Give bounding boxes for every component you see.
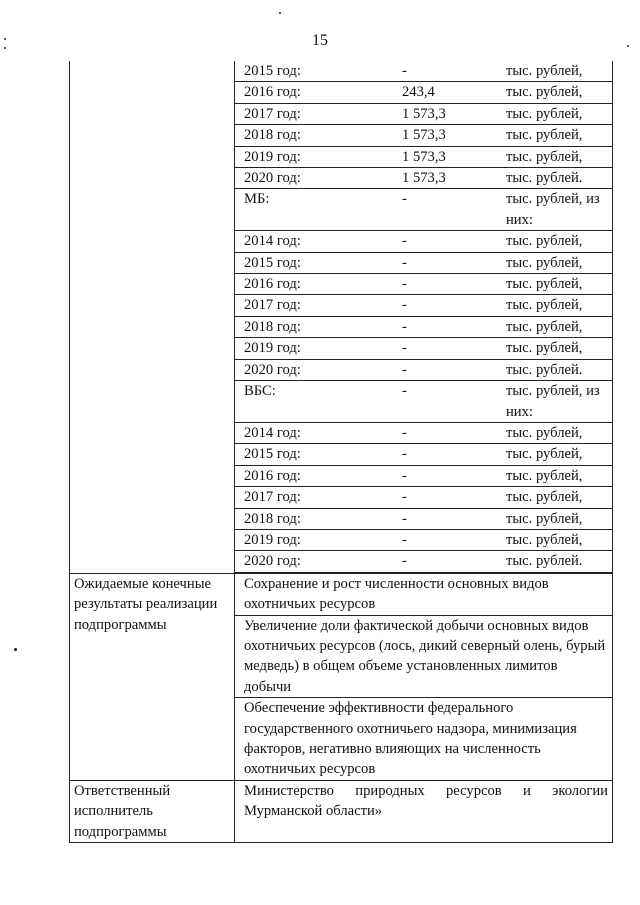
- funding-value: -: [402, 359, 506, 380]
- funding-year-label: 2018 год:: [235, 125, 402, 146]
- funding-value: -: [402, 231, 506, 252]
- funding-unit: тыс. рублей, из них:: [506, 189, 612, 231]
- funding-year-label: 2016 год:: [235, 465, 402, 486]
- funding-year-label: МБ:: [235, 189, 402, 231]
- funding-value: 243,4: [402, 82, 506, 103]
- funding-unit: тыс. рублей,: [506, 422, 612, 443]
- expected-result-item: Сохранение и рост численности основных видов охотничьих ресурсов: [235, 574, 612, 616]
- responsible-row: [70, 780, 613, 842]
- funding-year-label: 2020 год:: [235, 551, 402, 572]
- funding-line: [235, 189, 612, 231]
- expected-results-cell: [235, 573, 613, 780]
- funding-unit: тыс. рублей.: [506, 168, 612, 189]
- funding-row: [70, 61, 613, 573]
- funding-line: [235, 125, 612, 146]
- funding-unit: тыс. рублей,: [506, 295, 612, 316]
- funding-value: -: [402, 465, 506, 486]
- funding-label-cell: [70, 61, 235, 573]
- funding-year-label: 2020 год:: [235, 359, 402, 380]
- funding-value: -: [402, 338, 506, 359]
- responsible-text-line2: Мурманской области»: [244, 803, 383, 820]
- funding-value: -: [402, 551, 506, 572]
- funding-line: [235, 295, 612, 316]
- funding-line: [235, 529, 612, 550]
- funding-year-label: 2018 год:: [235, 316, 402, 337]
- funding-unit: тыс. рублей,: [506, 103, 612, 124]
- funding-unit: тыс. рублей,: [506, 125, 612, 146]
- funding-year-label: 2014 год:: [235, 231, 402, 252]
- funding-line: [235, 551, 612, 572]
- funding-line: [235, 359, 612, 380]
- funding-line: [235, 146, 612, 167]
- funding-year-label: 2019 год:: [235, 146, 402, 167]
- funding-unit: тыс. рублей.: [506, 359, 612, 380]
- expected-result-item: Увеличение доли фактической добычи основных видов охотничьих ресурсов (лось, дикий северный олень, бурый медведь) в общем объеме установленных лимитов добычи: [235, 616, 612, 699]
- funding-value: -: [402, 508, 506, 529]
- scan-speck: [279, 12, 281, 14]
- funding-line: [235, 103, 612, 124]
- funding-unit: тыс. рублей,: [506, 316, 612, 337]
- funding-line: [235, 168, 612, 189]
- funding-value: -: [402, 252, 506, 273]
- funding-unit: тыс. рублей,: [506, 61, 612, 82]
- funding-line: [235, 381, 612, 423]
- funding-cell: [235, 61, 613, 573]
- funding-line: [235, 422, 612, 443]
- funding-value: -: [402, 61, 506, 82]
- funding-year-label: 2014 год:: [235, 422, 402, 443]
- funding-unit: тыс. рублей.: [506, 551, 612, 572]
- funding-value: 1 573,3: [402, 168, 506, 189]
- funding-unit: тыс. рублей,: [506, 508, 612, 529]
- funding-unit: тыс. рублей,: [506, 338, 612, 359]
- funding-value: -: [402, 381, 506, 423]
- funding-line: [235, 465, 612, 486]
- funding-line: [235, 61, 612, 82]
- funding-value: 1 573,3: [402, 103, 506, 124]
- scan-speck: [627, 45, 629, 47]
- funding-year-label: ВБС:: [235, 381, 402, 423]
- funding-line: [235, 444, 612, 465]
- funding-unit: тыс. рублей,: [506, 529, 612, 550]
- funding-year-label: 2015 год:: [235, 252, 402, 273]
- funding-line: [235, 316, 612, 337]
- funding-year-label: 2017 год:: [235, 103, 402, 124]
- funding-unit: тыс. рублей, из них:: [506, 381, 612, 423]
- funding-year-label: 2016 год:: [235, 274, 402, 295]
- responsible-text-line1: Министерство природных ресурсов и экологии: [244, 782, 608, 799]
- funding-line: [235, 274, 612, 295]
- responsible-label: Ответственный исполнитель подпрограммы: [70, 780, 235, 842]
- funding-unit: тыс. рублей,: [506, 465, 612, 486]
- funding-value: 1 573,3: [402, 125, 506, 146]
- funding-year-label: 2017 год:: [235, 487, 402, 508]
- funding-year-label: 2015 год:: [235, 61, 402, 82]
- funding-line: [235, 508, 612, 529]
- funding-line: [235, 82, 612, 103]
- funding-year-label: 2020 год:: [235, 168, 402, 189]
- subprogram-passport-table: [69, 61, 613, 843]
- funding-value: -: [402, 274, 506, 295]
- funding-unit: тыс. рублей,: [506, 231, 612, 252]
- funding-value: -: [402, 316, 506, 337]
- funding-unit: тыс. рублей,: [506, 444, 612, 465]
- funding-year-label: 2018 год:: [235, 508, 402, 529]
- funding-line: [235, 252, 612, 273]
- funding-line: [235, 231, 612, 252]
- funding-year-label: 2015 год:: [235, 444, 402, 465]
- funding-year-label: 2019 год:: [235, 338, 402, 359]
- funding-value: -: [402, 189, 506, 231]
- funding-value: -: [402, 444, 506, 465]
- funding-year-label: 2017 год:: [235, 295, 402, 316]
- funding-line: [235, 338, 612, 359]
- funding-unit: тыс. рублей,: [506, 274, 612, 295]
- funding-year-label: 2016 год:: [235, 82, 402, 103]
- scan-speck: [4, 38, 6, 40]
- funding-unit: тыс. рублей,: [506, 146, 612, 167]
- scan-speck: [4, 47, 6, 49]
- funding-value: -: [402, 487, 506, 508]
- expected-results-row: [70, 573, 613, 780]
- funding-unit: тыс. рублей,: [506, 252, 612, 273]
- funding-year-label: 2019 год:: [235, 529, 402, 550]
- funding-line: [235, 487, 612, 508]
- funding-value: 1 573,3: [402, 146, 506, 167]
- funding-unit: тыс. рублей,: [506, 82, 612, 103]
- page-number: 15: [312, 32, 328, 49]
- expected-results-label: Ожидаемые конечные результаты реализации подпрограммы: [70, 573, 235, 780]
- funding-unit: тыс. рублей,: [506, 487, 612, 508]
- responsible-cell: [235, 780, 613, 842]
- scan-speck: [14, 648, 17, 651]
- expected-result-item: Обеспечение эффективности федерального государственного охотничьего надзора, минимизация факторов, негативно влияющих на численность охотничьих ресурсов: [244, 700, 577, 778]
- funding-value: -: [402, 422, 506, 443]
- funding-table: [235, 61, 612, 573]
- funding-value: -: [402, 295, 506, 316]
- funding-value: -: [402, 529, 506, 550]
